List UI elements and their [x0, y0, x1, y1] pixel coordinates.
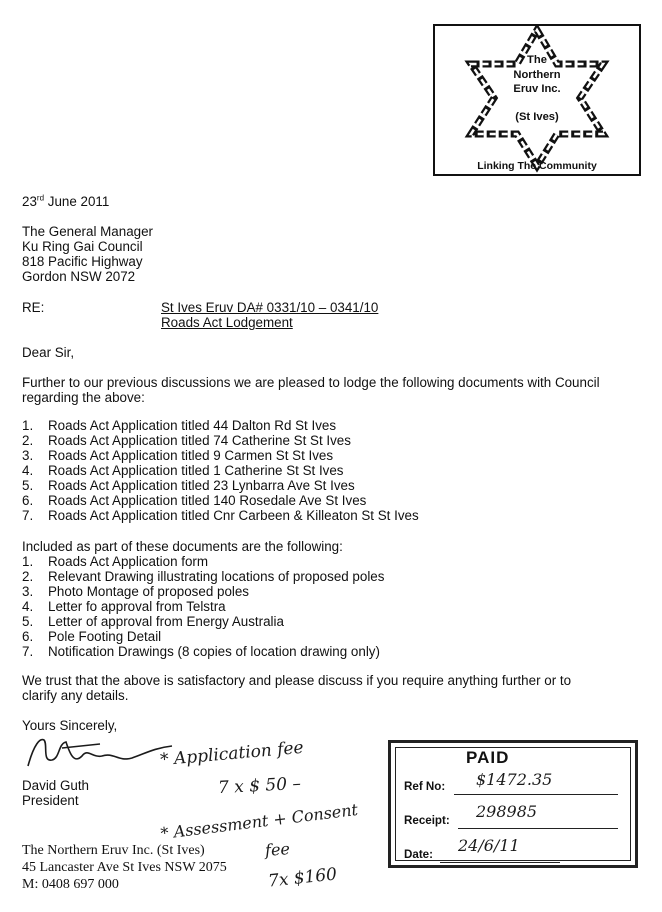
stamp-date-value: 24/6/11: [458, 836, 520, 855]
stamp-receipt-label: Receipt:: [404, 814, 450, 827]
list-item: 7. Notification Drawings (8 copies of location drawing only): [22, 644, 380, 659]
chain-star-icon: [435, 26, 639, 174]
stamp-ref-label: Ref No:: [404, 780, 446, 793]
intro-line: regarding the above:: [22, 390, 145, 405]
included-intro: Included as part of these documents are the following:: [22, 539, 343, 554]
paid-stamp: [388, 740, 638, 868]
stamp-receipt-value: 298985: [476, 802, 538, 821]
address-line: The Northern Eruv Inc. (St Ives): [22, 843, 205, 858]
logo-tagline: Linking The Community: [477, 160, 597, 172]
signer-title: President: [22, 793, 79, 808]
handwritten-note: * Application fee: [159, 737, 305, 771]
re-subject-line1: St Ives Eruv DA# 0331/10 – 0341/10: [161, 300, 379, 315]
closing-line: We trust that the above is satisfactory and please discuss if you require anything further or to: [22, 673, 572, 688]
address-line: 45 Lancaster Ave St Ives NSW 2075: [22, 860, 227, 875]
list-item: 1. Roads Act Application titled 44 Dalton Rd St Ives: [22, 418, 337, 433]
handwritten-note: 7x $160: [267, 864, 338, 892]
closing-paragraph: [22, 673, 571, 703]
logo-text-line2: Northern: [513, 69, 561, 81]
list-item: 2. Roads Act Application titled 74 Catherine St St Ives: [22, 433, 351, 448]
stamp-date-label: Date:: [404, 848, 433, 861]
list-item: 2. Relevant Drawing illustrating locations of proposed poles: [22, 569, 385, 584]
letter-date: [22, 194, 109, 209]
re-subject-line2: Roads Act Lodgement: [161, 315, 293, 330]
recipient-address: [22, 224, 153, 284]
logo-text-line4: (St Ives): [515, 111, 559, 123]
date-rest: June 2011: [44, 194, 110, 209]
intro-paragraph: [22, 375, 600, 405]
list-item: 6. Pole Footing Detail: [22, 629, 162, 644]
logo-text-line3: Eruv Inc.: [513, 83, 561, 95]
handwritten-note: * Assessment + Consent: [159, 799, 359, 844]
list-item: 4. Roads Act Application titled 1 Catherine St St Ives: [22, 463, 344, 478]
applications-list: [0, 418, 419, 523]
logo-text-line1: The: [527, 54, 547, 66]
closing-line: clarify any details.: [22, 688, 129, 703]
signoff: Yours Sincerely,: [22, 718, 118, 733]
handwritten-note: 7 x $ 50 –: [217, 773, 302, 799]
list-item: 1. Roads Act Application form: [22, 554, 209, 569]
stamp-date-rule: [440, 862, 560, 863]
re-label: RE:: [22, 300, 45, 315]
sender-address: [22, 842, 227, 893]
list-item: 5. Letter of approval from Energy Australia: [22, 614, 284, 629]
stamp-ref-rule: [454, 794, 618, 795]
recipient-line: Gordon NSW 2072: [22, 269, 136, 284]
handwritten-note: fee: [264, 839, 291, 860]
list-item: 3. Roads Act Application titled 9 Carmen St St Ives: [22, 448, 334, 463]
list-item: 4. Letter fo approval from Telstra: [22, 599, 226, 614]
organisation-logo: [433, 24, 641, 176]
salutation: Dear Sir,: [22, 345, 75, 360]
date-suffix: rd: [36, 193, 45, 203]
list-item: 6. Roads Act Application titled 140 Rosedale Ave St Ives: [22, 493, 367, 508]
signer-name: David Guth: [22, 778, 89, 793]
list-item: 7. Roads Act Application titled Cnr Carbeen & Killeaton St St Ives: [22, 508, 419, 523]
stamp-ref-value: $1472.35: [476, 770, 553, 789]
intro-line: Further to our previous discussions we are pleased to lodge the following documents with Council: [22, 375, 600, 390]
included-list: [0, 554, 384, 659]
stamp-title: PAID: [466, 748, 510, 767]
list-item: 5. Roads Act Application titled 23 Lynbarra Ave St Ives: [22, 478, 355, 493]
recipient-line: The General Manager: [22, 224, 154, 239]
date-day: 23: [22, 194, 37, 209]
list-item: 3. Photo Montage of proposed poles: [22, 584, 250, 599]
address-line: M: 0408 697 000: [22, 877, 119, 892]
recipient-line: 818 Pacific Highway: [22, 254, 143, 269]
recipient-line: Ku Ring Gai Council: [22, 239, 143, 254]
handwritten-signature: [22, 734, 182, 774]
stamp-receipt-rule: [458, 828, 618, 829]
